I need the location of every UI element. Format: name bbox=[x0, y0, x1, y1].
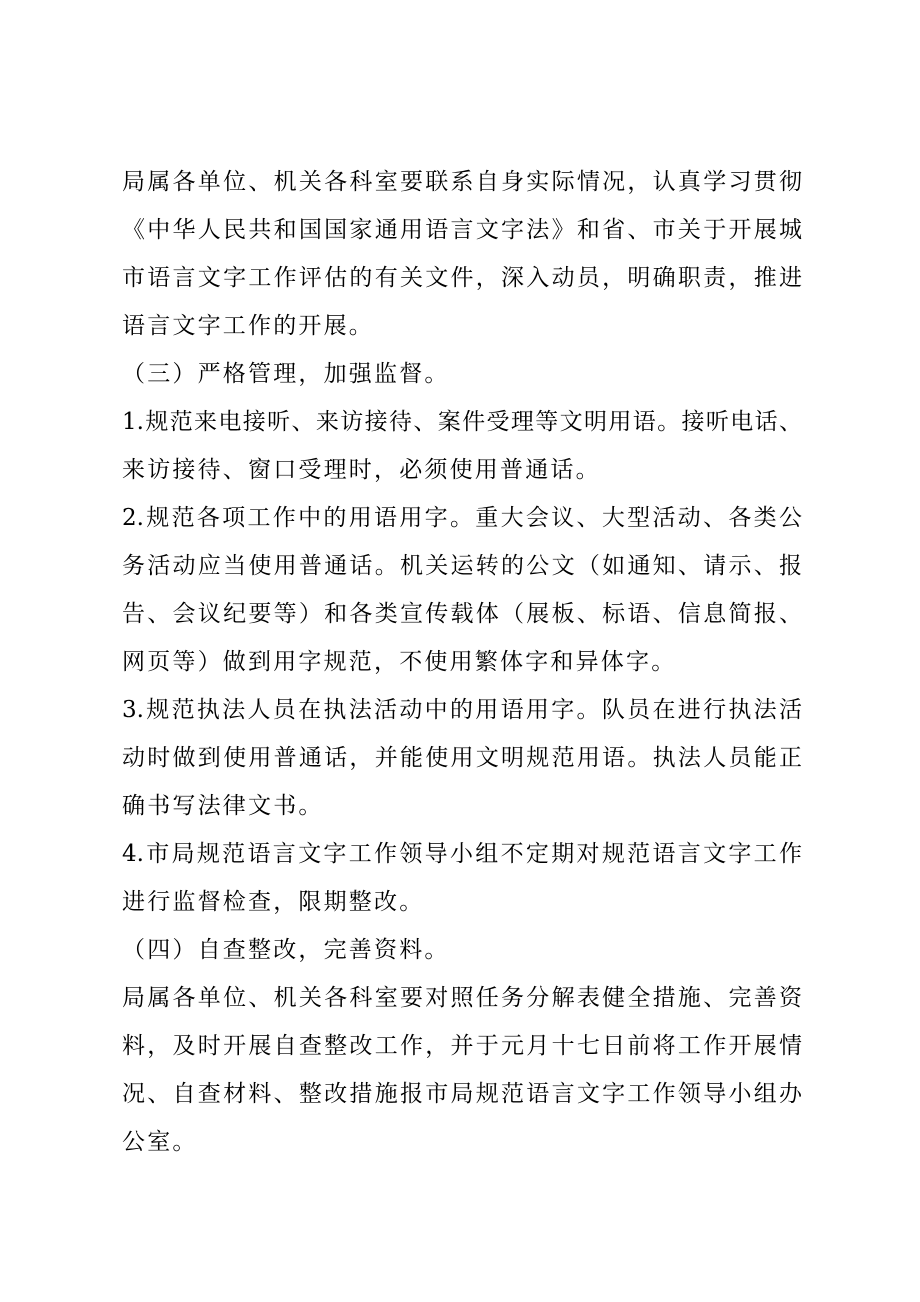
body-line: 况、自查材料、整改措施报市局规范语言文字工作领导小组办 bbox=[122, 1081, 802, 1107]
body-line: 4.市局规范语言文字工作领导小组不定期对规范语言文字工作 bbox=[122, 841, 802, 867]
body-line: 《中华人民共和国国家通用语言文字法》和省、市关于开展城 bbox=[122, 217, 802, 243]
body-line: 1.规范来电接听、来访接待、案件受理等文明用语。接听电话、 bbox=[122, 409, 802, 435]
body-line: 市语言文字工作评估的有关文件，深入动员，明确职责，推进 bbox=[122, 265, 802, 291]
body-line: 来访接待、窗口受理时，必须使用普通话。 bbox=[122, 457, 601, 483]
body-line: 料，及时开展自查整改工作，并于元月十七日前将工作开展情 bbox=[122, 1033, 802, 1059]
body-line: 2.规范各项工作中的用语用字。重大会议、大型活动、各类公 bbox=[122, 505, 802, 531]
body-line: 网页等）做到用字规范，不使用繁体字和异体字。 bbox=[122, 649, 677, 675]
section-heading: （四）自查整改，完善资料。 bbox=[122, 937, 450, 963]
body-line: 局属各单位、机关各科室要联系自身实际情况，认真学习贯彻 bbox=[122, 169, 802, 195]
section-heading: （三）严格管理，加强监督。 bbox=[122, 361, 450, 387]
body-line: 局属各单位、机关各科室要对照任务分解表健全措施、完善资 bbox=[122, 985, 802, 1011]
body-line: 3.规范执法人员在执法活动中的用语用字。队员在进行执法活 bbox=[122, 697, 802, 723]
body-line: 动时做到使用普通话，并能使用文明规范用语。执法人员能正 bbox=[122, 745, 802, 771]
body-line: 语言文字工作的开展。 bbox=[122, 313, 374, 339]
document-body bbox=[122, 158, 802, 1166]
body-line: 进行监督检查，限期整改。 bbox=[122, 889, 425, 915]
body-line: 告、会议纪要等）和各类宣传载体（展板、标语、信息简报、 bbox=[122, 601, 802, 627]
body-line: 务活动应当使用普通话。机关运转的公文（如通知、请示、报 bbox=[122, 553, 802, 579]
body-line: 确书写法律文书。 bbox=[122, 793, 324, 819]
body-line: 公室。 bbox=[122, 1129, 198, 1155]
